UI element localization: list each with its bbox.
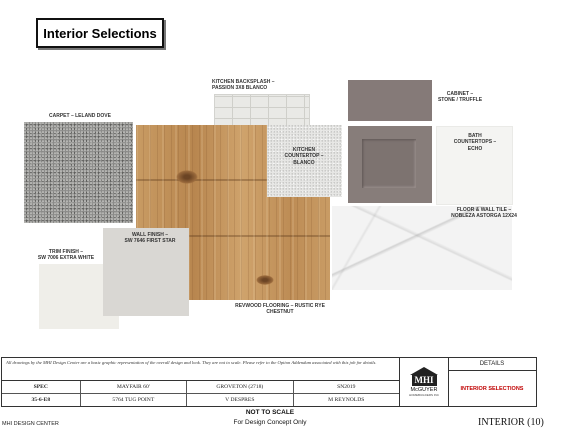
- not-to-scale: NOT TO SCALE: [245, 409, 295, 416]
- design-concept-note: For Design Concept Only: [233, 419, 307, 426]
- floor-wall-tile-label: FLOOR & WALL TILE – NOBLEZA ASTORGA 12X24: [451, 207, 517, 220]
- cabinet-door-panel: [362, 139, 416, 188]
- designer-cell: V DESPRES: [187, 394, 293, 406]
- house-roof-icon: [410, 367, 438, 375]
- details-value: INTERIOR SELECTIONS: [460, 386, 524, 392]
- carpet-label: CARPET – LELAND DOVE: [49, 113, 111, 119]
- sn-cell: SN2019: [337, 384, 356, 390]
- client-cell: M REYNOLDS: [328, 397, 365, 403]
- page-title-box: [36, 18, 164, 48]
- bath-countertop-label: BATH COUNTERTOPS – ECHO: [453, 133, 497, 152]
- lot-cell: 35-6-E8: [2, 394, 81, 406]
- wall-finish-label: WALL FINISH – SW 7646 FIRST STAR: [124, 232, 176, 245]
- details-header: DETAILS: [448, 358, 536, 371]
- wood-knot: [176, 170, 198, 184]
- page-title: Interior Selections: [43, 25, 157, 41]
- trim-finish-label: TRIM FINISH – SW 7006 EXTRA WHITE: [37, 249, 95, 262]
- spec-cell: SPEC: [2, 381, 81, 393]
- cabinet-label: CABINET – STONE / TRUFFLE: [437, 91, 483, 104]
- elevation-cell: GROVETON (2718): [187, 381, 293, 393]
- title-block: [1, 357, 537, 407]
- footer-design-center: MHI DESIGN CENTER: [2, 421, 59, 427]
- kitchen-countertop-label: KITCHEN COUNTERTOP – BLANCO: [284, 147, 324, 166]
- backsplash-label: KITCHEN BACKSPLASH – PASSION 3X8 BLANCO: [212, 79, 275, 92]
- carpet-swatch: [24, 122, 133, 223]
- title-block-row: [2, 381, 399, 394]
- sheet-number: INTERIOR (10): [478, 417, 544, 428]
- mhi-logo: MHI McGUYER HOMEBUILDERS INC: [399, 358, 449, 406]
- wood-knot: [256, 275, 274, 285]
- details-panel: [448, 358, 536, 406]
- disclaimer-note: All drawings by the MHI Design Center are a basic graphic representation of the overall design and look. They are not to scale. Please refer to the Option Addendum associated with this job for details.: [6, 360, 377, 365]
- cabinet-door: [348, 126, 432, 203]
- title-block-grid: [2, 380, 399, 407]
- plan-cell: MAYFAIR 60': [81, 381, 187, 393]
- cabinet-swatch: [348, 80, 432, 121]
- title-block-row: [2, 394, 399, 406]
- flooring-label: REVWOOD FLOORING – RUSTIC RYE CHESTNUT: [235, 303, 325, 316]
- address-cell: 5764 TUG POINT: [81, 394, 187, 406]
